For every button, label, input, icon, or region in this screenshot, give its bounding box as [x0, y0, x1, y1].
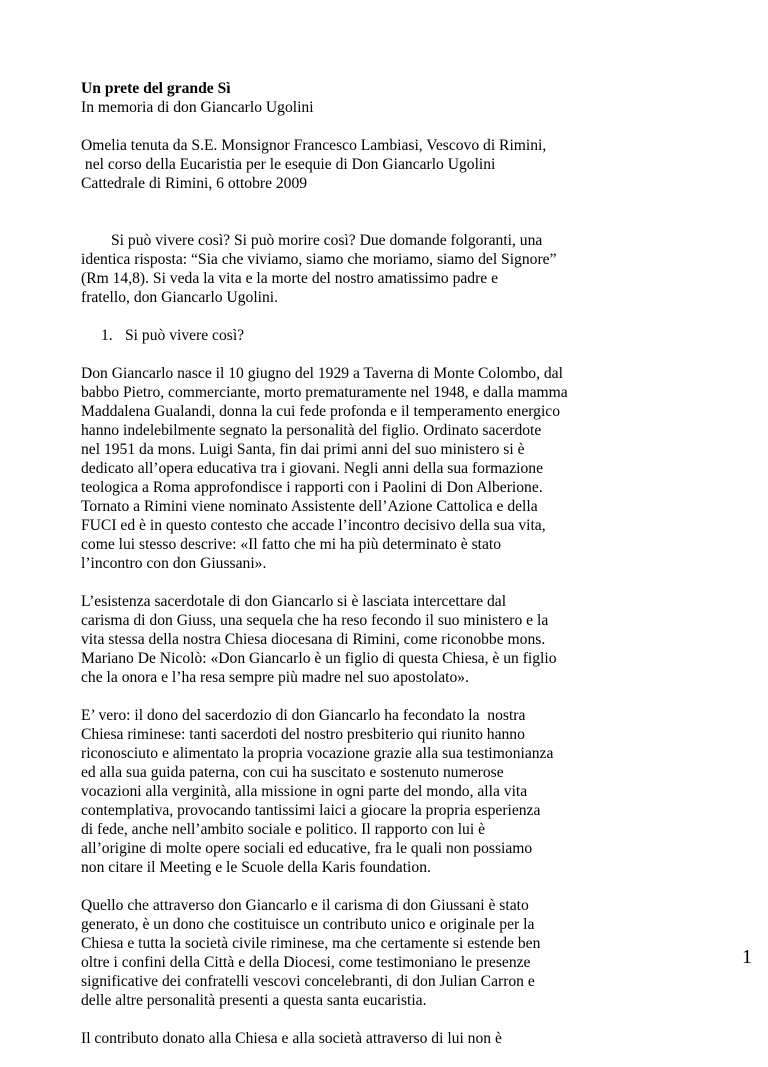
paragraph-line: hanno indelebilmente segnato la personalità del figlio. Ordinato sacerdote — [81, 422, 542, 439]
paragraph-line: L’esistenza sacerdotale di don Giancarlo si è lasciata intercettare dal — [81, 593, 507, 610]
header-line: Cattedrale di Rimini, 6 ottobre 2009 — [81, 175, 308, 192]
paragraph-line: Maddalena Gualandi, donna la cui fede profonda e il temperamento energico — [81, 403, 561, 420]
paragraph-line: vocazioni alla verginità, alla missione in ogni parte del mondo, alla vita — [81, 783, 528, 800]
section-heading-list-item — [81, 326, 701, 345]
paragraph-line: Mariano De Nicolò: «Don Giancarlo è un figlio di questa Chiesa, è un figlio — [81, 650, 557, 667]
paragraph-line: non citare il Meeting e le Scuole della Karis foundation. — [81, 859, 431, 876]
paragraph-line: teologica a Roma approfondisce i rapporti con i Paolini di Don Alberione. — [81, 479, 543, 496]
paragraph-line: Il contributo donato alla Chiesa e alla società attraverso di lui non è — [81, 1030, 502, 1047]
paragraph-line: l’incontro con don Giussani». — [81, 555, 267, 572]
document-subtitle: In memoria di don Giancarlo Ugolini — [81, 99, 314, 116]
paragraph-4 — [81, 896, 701, 1010]
list-text: Si può vivere così? — [125, 327, 245, 344]
intro-paragraph — [81, 231, 701, 307]
header-block — [81, 136, 701, 193]
paragraph-line: Tornato a Rimini viene nominato Assistente dell’Azione Cattolica e della — [81, 498, 538, 515]
paragraph-line: delle altre personalità presenti a questa santa eucaristia. — [81, 992, 427, 1009]
header-line: nel corso della Eucaristia per le esequie di Don Giancarlo Ugolini — [81, 156, 496, 173]
paragraph-line: babbo Pietro, commerciante, morto prematuramente nel 1948, e dalla mamma — [81, 384, 568, 401]
paragraph-line: di fede, anche nell’ambito sociale e politico. Il rapporto con lui è — [81, 821, 485, 838]
paragraph-line: riconosciuto e alimentato la propria vocazione grazie alla sua testimonianza — [81, 745, 554, 762]
paragraph-line: fratello, don Giancarlo Ugolini. — [81, 289, 279, 306]
paragraph-line: dedicato all’opera educativa tra i giovani. Negli anni della sua formazione — [81, 460, 543, 477]
page-number: 1 — [742, 946, 752, 968]
header-line: Omelia tenuta da S.E. Monsignor Francesco Lambiasi, Vescovo di Rimini, — [81, 137, 547, 154]
paragraph-line: all’origine di molte opere sociali ed educative, fra le quali non possiamo — [81, 840, 533, 857]
paragraph-line: FUCI ed è in questo contesto che accade l’incontro decisivo della sua vita, — [81, 517, 546, 534]
paragraph-1 — [81, 364, 701, 573]
paragraph-line: ed alla sua guida paterna, con cui ha suscitato e sostenuto numerose — [81, 764, 504, 781]
paragraph-line: contemplativa, provocando tantissimi laici a giocare la propria esperienza — [81, 802, 541, 819]
paragraph-2 — [81, 592, 701, 687]
paragraph-line: Chiesa e tutta la società civile riminese, ma che certamente si estende ben — [81, 935, 541, 952]
paragraph-line: come lui stesso descrive: «Il fatto che mi ha più determinato è stato — [81, 536, 502, 553]
paragraph-line: oltre i confini della Città e della Diocesi, come testimoniano le presenze — [81, 954, 531, 971]
document-page — [81, 79, 701, 1067]
paragraph-line: (Rm 14,8). Si veda la vita e la morte del nostro amatissimo padre e — [81, 270, 499, 287]
paragraph-line: E’ vero: il dono del sacerdozio di don Giancarlo ha fecondato la nostra — [81, 707, 526, 724]
paragraph-line: che la onora e l’ha resa sempre più madre nel suo apostolato». — [81, 669, 469, 686]
paragraph-line: carisma di don Giuss, una sequela che ha reso fecondo il suo ministero e la — [81, 612, 549, 629]
paragraph-3 — [81, 706, 701, 877]
document-title: Un prete del grande Sì — [81, 80, 231, 97]
paragraph-5 — [81, 1029, 701, 1048]
paragraph-line: identica risposta: “Sia che viviamo, siamo che moriamo, siamo del Signore” — [81, 251, 557, 268]
paragraph-line: significative dei confratelli vescovi concelebranti, di don Julian Carron e — [81, 973, 535, 990]
list-number: 1. — [101, 327, 113, 344]
paragraph-line: Si può vivere così? Si può morire così? Due domande folgoranti, una — [111, 232, 543, 249]
paragraph-line: Don Giancarlo nasce il 10 giugno del 1929 a Taverna di Monte Colombo, dal — [81, 365, 563, 382]
paragraph-line: generato, è un dono che costituisce un contributo unico e originale per la — [81, 916, 535, 933]
paragraph-line: Quello che attraverso don Giancarlo e il carisma di don Giussani è stato — [81, 897, 529, 914]
paragraph-line: vita stessa della nostra Chiesa diocesana di Rimini, come riconobbe mons. — [81, 631, 546, 648]
paragraph-line: nel 1951 da mons. Luigi Santa, fin dai primi anni del suo ministero si è — [81, 441, 525, 458]
paragraph-line: Chiesa riminese: tanti sacerdoti del nostro presbiterio qui riunito hanno — [81, 726, 525, 743]
